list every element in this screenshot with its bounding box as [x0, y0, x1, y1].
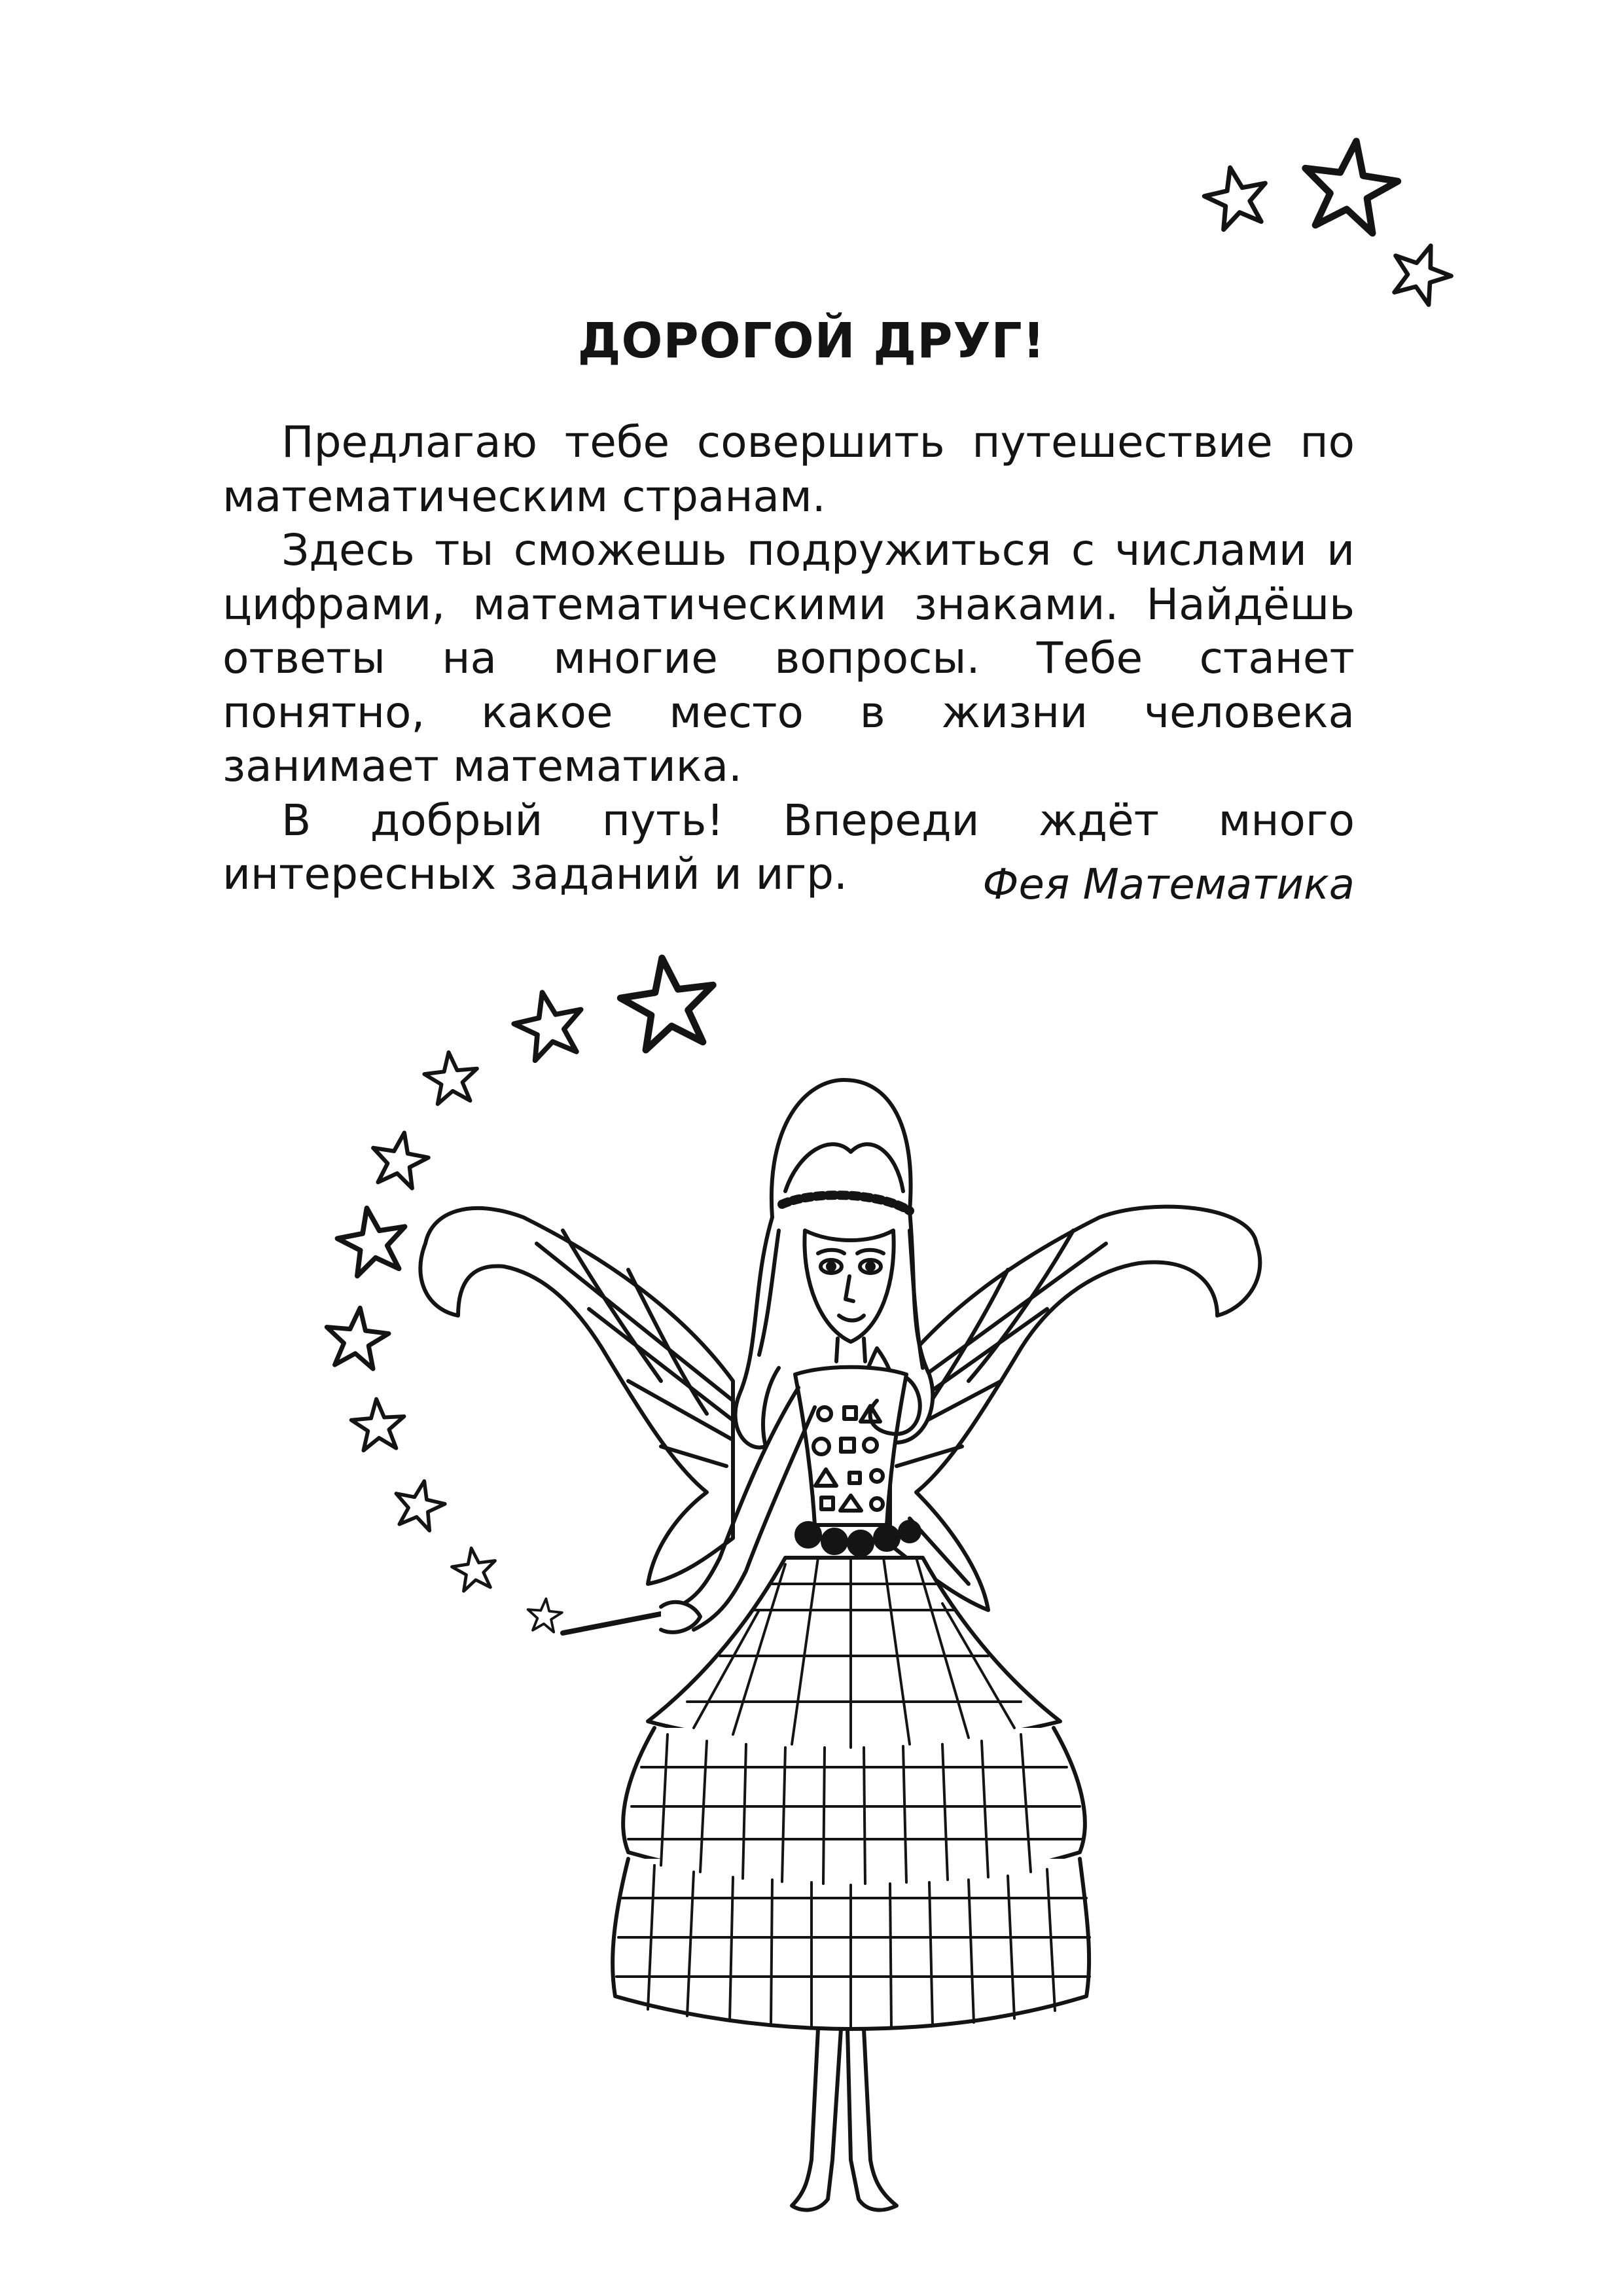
legs-icon [792, 2029, 897, 2210]
paragraph: Здесь ты сможешь подружиться с числами и цифрами, математическими знаками. Найдёшь ответы на многие вопросы. Тебе станет понятно, какое место в жизни человека занимает математика. [223, 525, 1355, 791]
signature: Фея Математика [982, 861, 1355, 909]
top-stars-icon [1200, 135, 1459, 309]
wand-stars-icon [323, 952, 721, 1633]
page-title: ДОРОГОЙ ДРУГ! [577, 313, 1046, 369]
right-wing-icon [890, 1207, 1260, 1610]
paragraph: Предлагаю тебе совершить путешествие по математическим странам. [223, 417, 1355, 522]
bodice-icon [795, 1367, 906, 1525]
left-wing-icon [420, 1208, 733, 1584]
fairy-icon [420, 1080, 1260, 2210]
paragraph: В добрый путь! Впереди ждёт много интересных заданий и игр. [223, 795, 1355, 899]
letter-body [223, 416, 1355, 902]
